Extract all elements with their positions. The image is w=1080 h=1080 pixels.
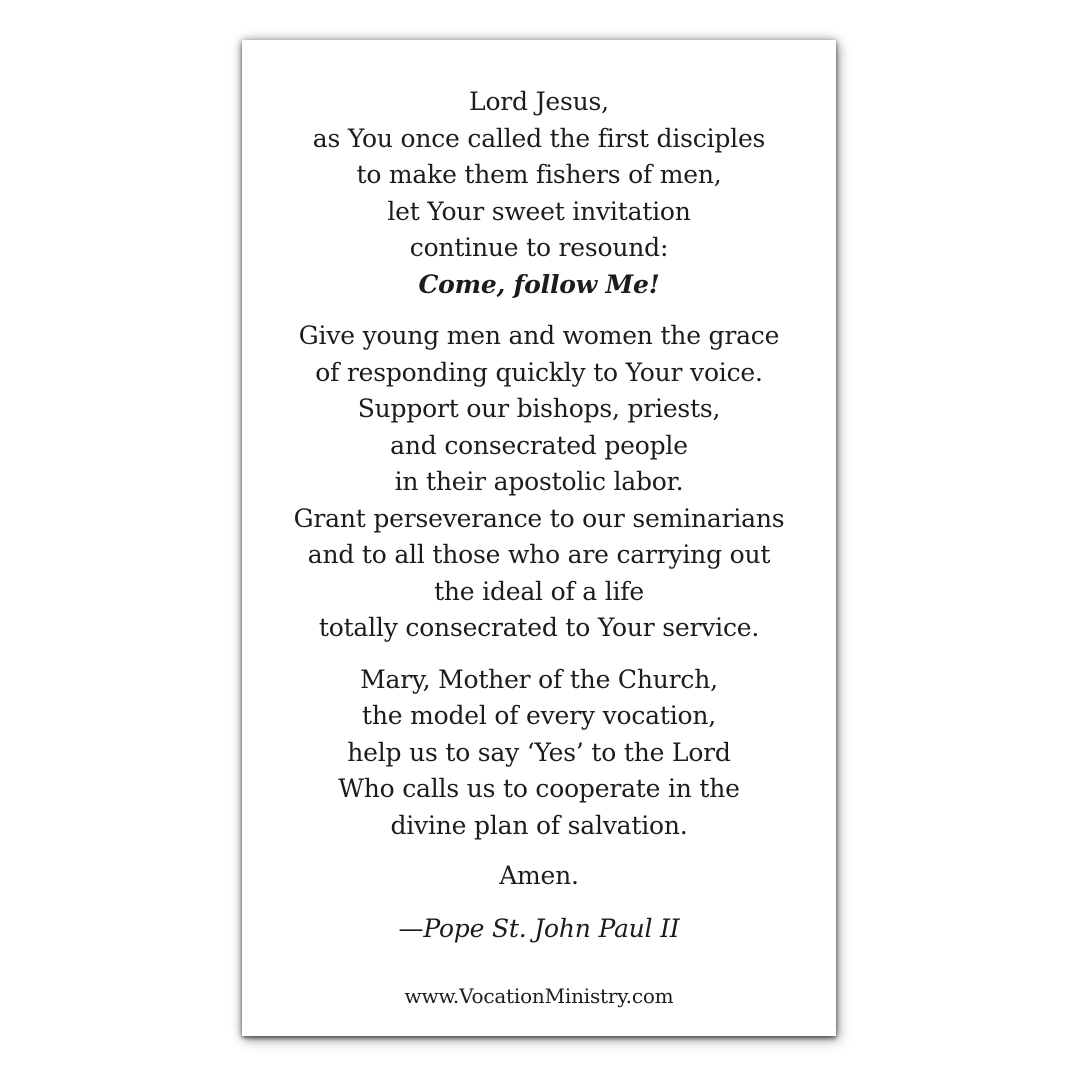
website-url: www.VocationMinistry.com	[404, 984, 674, 1008]
prayer-line: as You once called the first disciples	[312, 123, 766, 153]
prayer-line: and consecrated people	[390, 430, 688, 460]
prayer-line: Support our bishops, priests,	[357, 394, 721, 423]
prayer-line: Grant perseverance to our seminarians	[293, 503, 785, 533]
prayer-line: in their apostolic labor.	[394, 467, 684, 496]
prayer-line: Lord Jesus,	[469, 87, 609, 116]
amen-line: Amen.	[499, 861, 579, 890]
prayer-text	[242, 84, 836, 947]
prayer-line: totally consecrated to Your service.	[318, 613, 760, 642]
attribution: —Pope St. John Paul II	[398, 913, 680, 943]
prayer-line: and to all those who are carrying out	[307, 540, 771, 569]
prayer-line: the ideal of a life	[434, 576, 644, 606]
prayer-line: to make them fishers of men,	[356, 160, 722, 189]
stanza-invocation	[242, 84, 836, 303]
prayer-card	[242, 40, 836, 1036]
stanza-marian	[242, 662, 836, 845]
prayer-line: Who calls us to cooperate in the	[338, 774, 740, 803]
prayer-line-emphasis: Come, follow Me!	[418, 269, 660, 299]
prayer-line: let Your sweet invitation	[387, 196, 691, 226]
prayer-line: continue to resound:	[409, 233, 669, 262]
prayer-line: Mary, Mother of the Church,	[360, 664, 718, 694]
prayer-line: Give young men and women the grace	[298, 321, 780, 350]
prayer-line: the model of every vocation,	[362, 701, 716, 730]
prayer-line: divine plan of salvation.	[390, 810, 688, 840]
prayer-line: of responding quickly to Your voice.	[315, 357, 763, 387]
prayer-line: help us to say ‘Yes’ to the Lord	[347, 737, 731, 767]
stanza-petition	[242, 318, 836, 647]
